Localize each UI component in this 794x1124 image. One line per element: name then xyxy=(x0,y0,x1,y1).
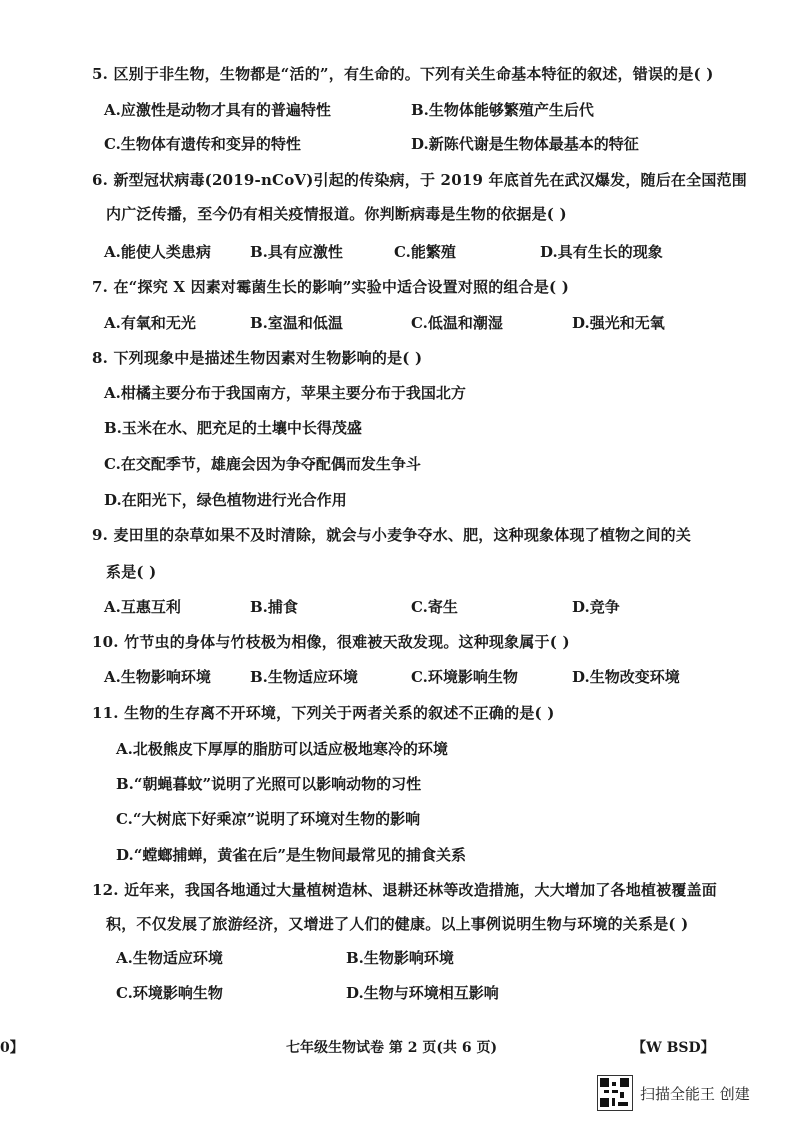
question-6-option-a: A.能使人类患病 xyxy=(104,243,211,261)
question-5-option-c: C.生物体有遗传和变异的特性 xyxy=(104,135,301,153)
footer-left-mark: 0】 xyxy=(0,1040,24,1056)
question-8-option-d: D.在阳光下，绿色植物进行光合作用 xyxy=(104,491,347,509)
scanner-watermark-text: 扫描全能王 创建 xyxy=(640,1085,750,1103)
question-7-option-b: B.室温和低温 xyxy=(250,314,343,332)
question-12-option-c: C.环境影响生物 xyxy=(116,984,223,1002)
question-12-stem-line1: 12. 近年来，我国各地通过大量植树造林、退耕还林等改造措施，大大增加了各地植被覆盖面 xyxy=(92,881,717,899)
question-8-stem: 8. 下列现象中是描述生物因素对生物影响的是( ) xyxy=(92,349,423,367)
question-5-option-d: D.新陈代谢是生物体最基本的特征 xyxy=(411,135,639,153)
question-7-stem: 7. 在“探究 X 因素对霉菌生长的影响”实验中适合设置对照的组合是( ) xyxy=(92,278,570,296)
question-6-option-b: B.具有应激性 xyxy=(250,243,343,261)
question-5-option-a: A.应激性是动物才具有的普遍特性 xyxy=(104,101,331,119)
question-8-option-a: A.柑橘主要分布于我国南方，苹果主要分布于我国北方 xyxy=(104,384,466,402)
question-7-option-a: A.有氧和无光 xyxy=(104,314,196,332)
question-10-option-d: D.生物改变环境 xyxy=(572,668,680,686)
question-7-option-d: D.强光和无氧 xyxy=(572,314,665,332)
question-10-option-c: C.环境影响生物 xyxy=(411,668,518,686)
question-5-option-b: B.生物体能够繁殖产生后代 xyxy=(411,101,594,119)
question-6-stem-line2: 内广泛传播，至今仍有相关疫情报道。你判断病毒是生物的依据是( ) xyxy=(106,205,567,223)
question-11-stem: 11. 生物的生存离不开环境，下列关于两者关系的叙述不正确的是( ) xyxy=(92,704,555,722)
question-9-option-b: B.捕食 xyxy=(250,598,298,616)
question-12-stem-line2: 积，不仅发展了旅游经济，又增进了人们的健康。以上事例说明生物与环境的关系是( ) xyxy=(106,915,689,933)
question-11-option-a: A.北极熊皮下厚厚的脂肪可以适应极地寒冷的环境 xyxy=(116,740,448,758)
question-11-option-c: C.“大树底下好乘凉”说明了环境对生物的影响 xyxy=(116,810,421,828)
footer-edition-code: 【W BSD】 xyxy=(632,1040,715,1056)
question-8-option-c: C.在交配季节，雄鹿会因为争夺配偶而发生争斗 xyxy=(104,455,421,473)
question-5-stem: 5. 区别于非生物，生物都是“活的”，有生命的。下列有关生命基本特征的叙述，错误的是( ) xyxy=(92,65,714,83)
question-10-option-b: B.生物适应环境 xyxy=(250,668,358,686)
question-10-stem: 10. 竹节虫的身体与竹枝极为相像，很难被天敌发现。这种现象属于( ) xyxy=(92,633,570,651)
question-10-option-a: A.生物影响环境 xyxy=(104,668,211,686)
question-11-option-d: D.“螳螂捕蝉，黄雀在后”是生物间最常见的捕食关系 xyxy=(116,846,466,864)
question-6-stem-line1: 6. 新型冠状病毒(2019-nCoV)引起的传染病，于 2019 年底首先在武汉爆发，随后在全国范围 xyxy=(92,171,747,189)
question-9-stem-line1: 9. 麦田里的杂草如果不及时清除，就会与小麦争夺水、肥，这种现象体现了植物之间的关 xyxy=(92,526,692,544)
qr-code-icon xyxy=(597,1075,633,1111)
question-7-option-c: C.低温和潮湿 xyxy=(411,314,503,332)
question-12-option-d: D.生物与环境相互影响 xyxy=(346,984,499,1002)
question-9-stem-line2: 系是( ) xyxy=(106,563,157,581)
question-11-option-b: B.“朝蝇暮蚊”说明了光照可以影响动物的习性 xyxy=(116,775,422,793)
question-12-option-b: B.生物影响环境 xyxy=(346,949,454,967)
question-9-option-c: C.寄生 xyxy=(411,598,458,616)
question-9-option-a: A.互惠互利 xyxy=(104,598,181,616)
footer-page-info: 七年级生物试卷 第 2 页(共 6 页) xyxy=(286,1040,498,1056)
question-8-option-b: B.玉米在水、肥充足的土壤中长得茂盛 xyxy=(104,419,362,437)
question-12-option-a: A.生物适应环境 xyxy=(116,949,223,967)
question-9-option-d: D.竞争 xyxy=(572,598,620,616)
question-6-option-d: D.具有生长的现象 xyxy=(540,243,663,261)
question-6-option-c: C.能繁殖 xyxy=(394,243,456,261)
